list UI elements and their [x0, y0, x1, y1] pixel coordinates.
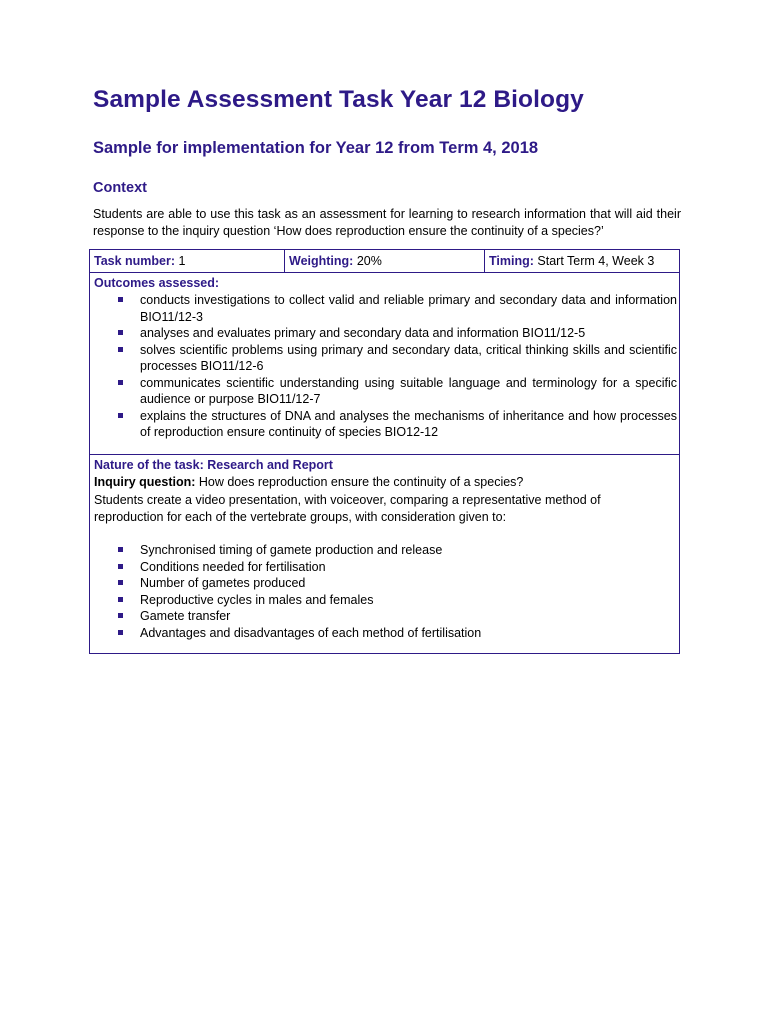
square-bullet-icon [118, 347, 123, 352]
inquiry-text: How does reproduction ensure the continuity of a species? [198, 475, 524, 489]
consideration-text: Synchronised timing of gamete production and release [140, 543, 443, 557]
square-bullet-icon [118, 380, 123, 385]
outcome-text: explains the structures of DNA and analyses the mechanisms of inheritance and how processes of reproduction ensure continuity of species BIO12-12 [140, 408, 677, 439]
consideration-text: Number of gametes produced [140, 576, 306, 590]
outcome-item [90, 408, 679, 441]
timing-cell [485, 250, 681, 272]
consideration-text: Advantages and disadvantages of each method of fertilisation [140, 625, 482, 640]
square-bullet-icon [118, 547, 123, 552]
timing-value: Start Term 4, Week 3 [537, 254, 655, 268]
context-paragraph: Students are able to use this task as an assessment for learning to research information that will aid their response to the inquiry question ‘How does reproduction ensure the continuity of a species?’ [93, 207, 681, 238]
task-number-cell [90, 250, 285, 272]
consideration-list [90, 542, 679, 641]
task-number-label: Task number: [94, 254, 176, 268]
task-number-value: 1 [178, 254, 186, 268]
square-bullet-icon [118, 580, 123, 585]
square-bullet-icon [118, 297, 123, 302]
outcome-text: conducts investigations to collect valid and reliable primary and secondary data and information BIO11/12-3 [140, 293, 677, 324]
square-bullet-icon [118, 613, 123, 618]
weighting-value: 20% [356, 254, 382, 268]
square-bullet-icon [118, 413, 123, 418]
consideration-text: Reproductive cycles in males and females [140, 592, 374, 607]
task-table [89, 249, 680, 654]
outcome-item [90, 292, 679, 325]
outcome-text: solves scientific problems using primary and secondary data, critical thinking skills and scientific processes BIO11/12-6 [140, 342, 677, 373]
consideration-text: Gamete transfer [140, 609, 231, 623]
outcomes-list [90, 292, 679, 441]
weighting-label: Weighting: [289, 254, 354, 268]
consideration-text: Conditions needed for fertilisation [140, 559, 326, 574]
consideration-item [90, 608, 679, 625]
outcomes-heading: Outcomes assessed: [94, 276, 220, 290]
outcome-item [90, 325, 679, 342]
outcome-text: communicates scientific understanding using suitable language and terminology for a specific audience or purpose BIO11/12-7 [140, 375, 677, 406]
consideration-item [90, 559, 679, 576]
consideration-item [90, 625, 679, 642]
square-bullet-icon [118, 564, 123, 569]
consideration-item [90, 575, 679, 592]
consideration-item [90, 592, 679, 609]
inquiry-label: Inquiry question: [94, 475, 196, 489]
context-heading: Context [93, 180, 147, 196]
consideration-item [90, 542, 679, 559]
weighting-cell [285, 250, 485, 272]
task-description: Students create a video presentation, with voiceover, comparing a representative method of reproduction for each of the vertebrate groups, with consideration given to: [94, 493, 601, 524]
outcome-item [90, 342, 679, 375]
page-subtitle: Sample for implementation for Year 12 from Term 4, 2018 [93, 139, 539, 157]
outcomes-section [90, 273, 679, 455]
nature-section [90, 455, 679, 653]
timing-label: Timing: [489, 254, 534, 268]
square-bullet-icon [118, 330, 123, 335]
nature-heading: Nature of the task: Research and Report [94, 458, 333, 472]
outcome-item [90, 375, 679, 408]
inquiry-question [94, 474, 523, 491]
square-bullet-icon [118, 597, 123, 602]
page-title: Sample Assessment Task Year 12 Biology [93, 86, 584, 113]
square-bullet-icon [118, 630, 123, 635]
outcome-text: analyses and evaluates primary and secondary data and information BIO11/12-5 [140, 326, 586, 340]
task-info-row [90, 250, 679, 273]
